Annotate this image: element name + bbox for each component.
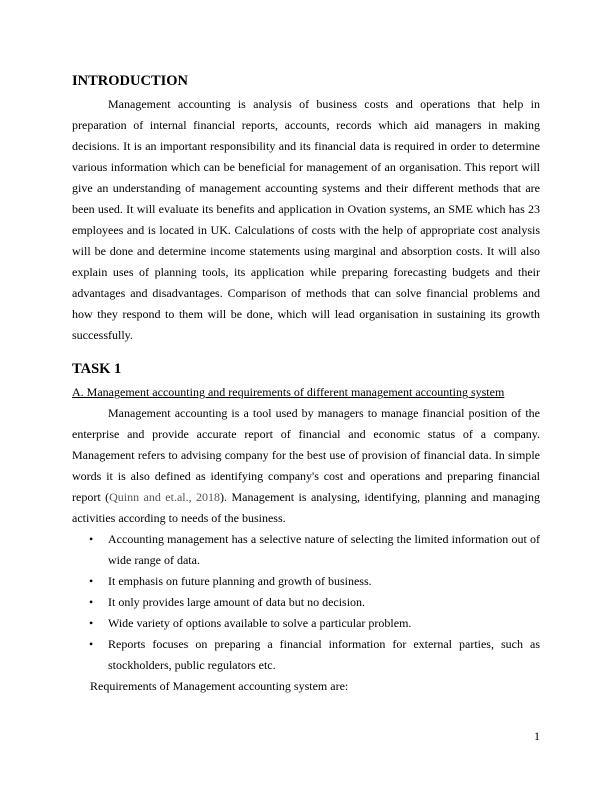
list-item bbox=[72, 529, 540, 571]
bullet-icon: • bbox=[89, 637, 94, 651]
bullet-icon: • bbox=[89, 532, 94, 546]
page-number: 1 bbox=[534, 729, 540, 743]
list-item-text: Wide variety of options available to solve a particular problem. bbox=[108, 616, 412, 630]
task1-paragraph bbox=[72, 403, 540, 529]
list-item-text: Accounting management has a selective nature of selecting the limited information out of wide range of data. bbox=[108, 532, 540, 567]
citation: Quinn and et.al., 2018 bbox=[109, 490, 221, 504]
list-item bbox=[72, 571, 540, 592]
list-item-text: It emphasis on future planning and growth of business. bbox=[108, 574, 372, 588]
requirements-line: Requirements of Management accounting system are: bbox=[90, 679, 349, 693]
bullet-icon: • bbox=[89, 574, 94, 588]
list-item-text: Reports focuses on preparing a financial information for external parties, such as stockholders, public regulators etc. bbox=[108, 637, 540, 672]
task1-paragraph-start: Management accounting is a tool used by managers to manage financial position of the enterprise and provide accurate report of financial and economic status of a company. Management refers to advising company for the best use of provision of financial data. In simple words it is also defined as identifying company's cost and operations and preparing financial report ( bbox=[72, 406, 540, 504]
bullet-icon: • bbox=[89, 595, 94, 609]
document-page bbox=[72, 72, 540, 697]
task1-subheading: A. Management accounting and requirements of different management accounting system bbox=[72, 385, 505, 399]
list-item bbox=[72, 613, 540, 634]
bullet-list bbox=[72, 529, 540, 676]
list-item-text: It only provides large amount of data but no decision. bbox=[108, 595, 366, 609]
bullet-icon: • bbox=[89, 616, 94, 630]
list-item bbox=[72, 634, 540, 676]
task1-heading: TASK 1 bbox=[72, 361, 122, 377]
introduction-paragraph: Management accounting is analysis of business costs and operations that help in preparation of internal financial reports, accounts, records which aid managers in making decisions. It is an important responsibility and its financial data is required in order to determine various information which can be beneficial for management of an organisation. This report will give an understanding of management accounting systems and their different methods that are been used. It will evaluate its benefits and application in Ovation systems, an SME which has 23 employees and is located in UK. Calculations of costs with the help of appropriate cost analysis will be done and determine income statements using marginal and absorption costs. It will also explain uses of planning tools, its application while preparing forecasting budgets and their advantages and disadvantages. Comparison of methods that can solve financial problems and how they respond to them will be done, which will lead organisation in sustaining its growth successfully. bbox=[72, 97, 540, 342]
introduction-heading: INTRODUCTION bbox=[72, 73, 189, 89]
list-item bbox=[72, 592, 540, 613]
task1-paragraph-end: ). Management is analysing, identifying, planning and managing activities according to needs of the business. bbox=[72, 490, 541, 525]
